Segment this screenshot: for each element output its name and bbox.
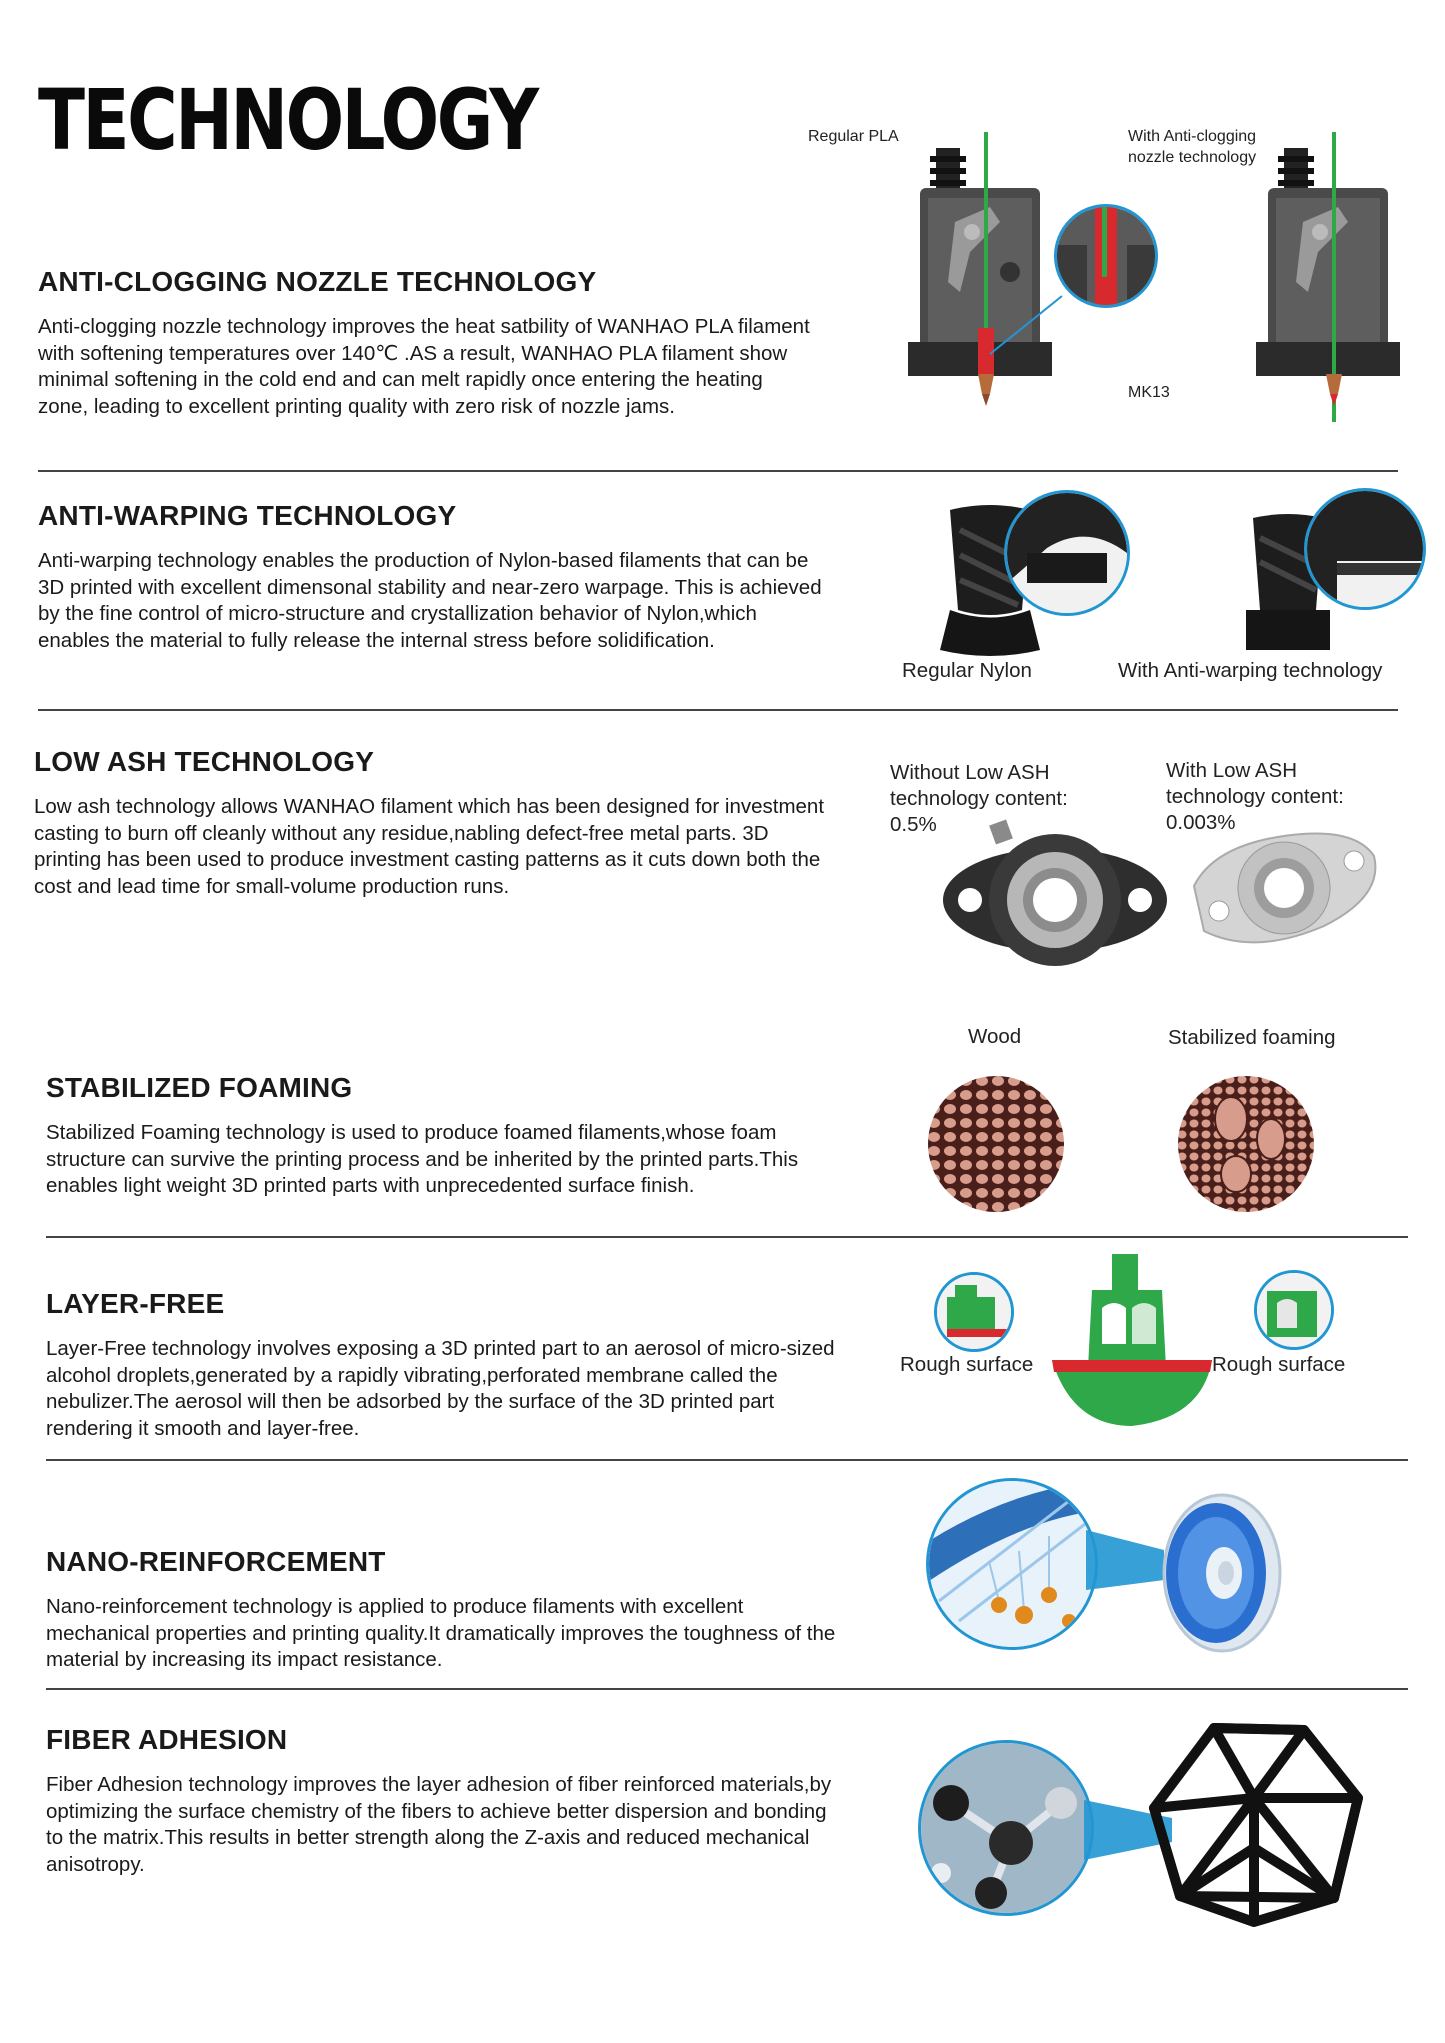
anti-clogging-body: Anti-clogging nozzle technology improves the heat satbility of WANHAO PLA filament with softening temperatures over 140℃ .AS a result, WANHAO PLA filament show minimal softening in the cold end and can melt rapidly once entering the heating zone, leading to excellent printing quality with zero risk of nozzle jams. <box>38 315 810 418</box>
layer-free-title: LAYER-FREE <box>46 1288 225 1319</box>
caption-with-low-ash-3: 0.003% <box>1166 811 1236 834</box>
extruder-anti-clog-image <box>1248 132 1428 422</box>
caption-anti-clog-line2: nozzle technology <box>1128 149 1257 166</box>
caption-regular-pla: Regular PLA <box>808 128 899 145</box>
nano-molecule-zoom <box>926 1478 1098 1650</box>
fiber-molecule-zoom <box>918 1740 1094 1916</box>
bearing-dark-image <box>940 810 1170 980</box>
caption-with-low-ash-1: With Low ASH <box>1166 759 1298 782</box>
caption-anti-warping: With Anti-warping technology <box>1118 659 1383 682</box>
nylon-anti-warp-zoom <box>1304 488 1426 610</box>
divider-3 <box>46 1236 1408 1238</box>
caption-rough-surface-left: Rough surface <box>900 1353 1034 1376</box>
boat-benchy-image <box>1032 1248 1222 1444</box>
caption-rough-surface-right: Rough surface <box>1212 1353 1346 1376</box>
fiber-adhesion-body: Fiber Adhesion technology improves the layer adhesion of fiber reinforced materials,by optimizing the surface chemistry of the fibers to achieve better dispersion and bonding to the matrix.This results in better strength along the Z-axis and reduced mechanical anisotropy. <box>46 1773 832 1876</box>
caption-model: MK13 <box>1128 384 1170 401</box>
caption-stabilized-foaming: Stabilized foaming <box>1168 1026 1336 1049</box>
caption-with-low-ash-2: technology content: <box>1166 785 1344 808</box>
anti-clogging-title: ANTI-CLOGGING NOZZLE TECHNOLOGY <box>38 266 597 297</box>
extruder-regular-image <box>900 132 1080 412</box>
rough-surface-right-zoom <box>1254 1270 1334 1350</box>
low-ash-body: Low ash technology allows WANHAO filament which has been designed for investment casting to burn off cleanly without any residue,nabling defect-free metal parts. 3D printing has been used to produce investment casting patterns as it cuts down both the cost and lead time for small-volume production runs. <box>34 795 825 898</box>
low-ash-title: LOW ASH TECHNOLOGY <box>34 746 375 777</box>
divider-4 <box>46 1459 1408 1461</box>
caption-anti-clog-line1: With Anti-clogging <box>1128 128 1257 145</box>
nano-reinforcement-body: Nano-reinforcement technology is applied to produce filaments with excellent mechanical properties and printing quality.It dramatically improves the toughness of the material by increasing its impact resistance. <box>46 1595 836 1671</box>
divider-1 <box>38 470 1398 472</box>
anti-warping-title: ANTI-WARPING TECHNOLOGY <box>38 500 457 531</box>
nylon-regular-zoom <box>1004 490 1130 616</box>
stabilized-foaming-title: STABILIZED FOAMING <box>46 1072 353 1103</box>
divider-2 <box>38 709 1398 711</box>
caption-without-low-ash-1: Without Low ASH <box>890 761 1050 784</box>
layer-free-body: Layer-Free technology involves exposing a 3D printed part to an aerosol of micro-sized alcohol droplets,generated by a rapidly vibrating,perforated membrane called the nebulizer.The aerosol will then be adsorbed by the surface of the 3D printed part rendering it smooth and layer-free. <box>46 1337 835 1440</box>
bearing-light-image <box>1184 816 1384 966</box>
fiber-adhesion-title: FIBER ADHESION <box>46 1724 288 1755</box>
wood-foam-image <box>926 1074 1066 1214</box>
stabilized-foaming-body: Stabilized Foaming technology is used to produce foamed filaments,whose foam structure can survive the printing process and be inherited by the printed parts.This enables light weight 3D printed parts with unprecedented surface finish. <box>46 1121 799 1197</box>
nano-reinforcement-title: NANO-REINFORCEMENT <box>46 1546 386 1577</box>
rough-surface-left-zoom <box>934 1272 1014 1352</box>
filament-spool-image <box>1150 1492 1282 1654</box>
caption-without-low-ash-3: 0.5% <box>890 813 937 836</box>
caption-wood: Wood <box>968 1025 1022 1048</box>
lattice-polyhedron-image <box>1144 1718 1368 1928</box>
caption-without-low-ash-2: technology content: <box>890 787 1068 810</box>
zoom-connector-line <box>980 290 1070 360</box>
page-title: TECHNOLOGY <box>38 71 537 169</box>
divider-5 <box>46 1688 1408 1690</box>
anti-warping-body: Anti-warping technology enables the production of Nylon-based filaments that can be 3D printed with excellent dimensonal stability and near-zero warpage. This is achieved by the fine control of micro-structure and crystallization behavior of Nylon,which enables the material to fully release the internal stress before solidification. <box>38 549 822 652</box>
caption-regular-nylon: Regular Nylon <box>902 659 1032 682</box>
stabilized-foam-image <box>1176 1074 1316 1214</box>
